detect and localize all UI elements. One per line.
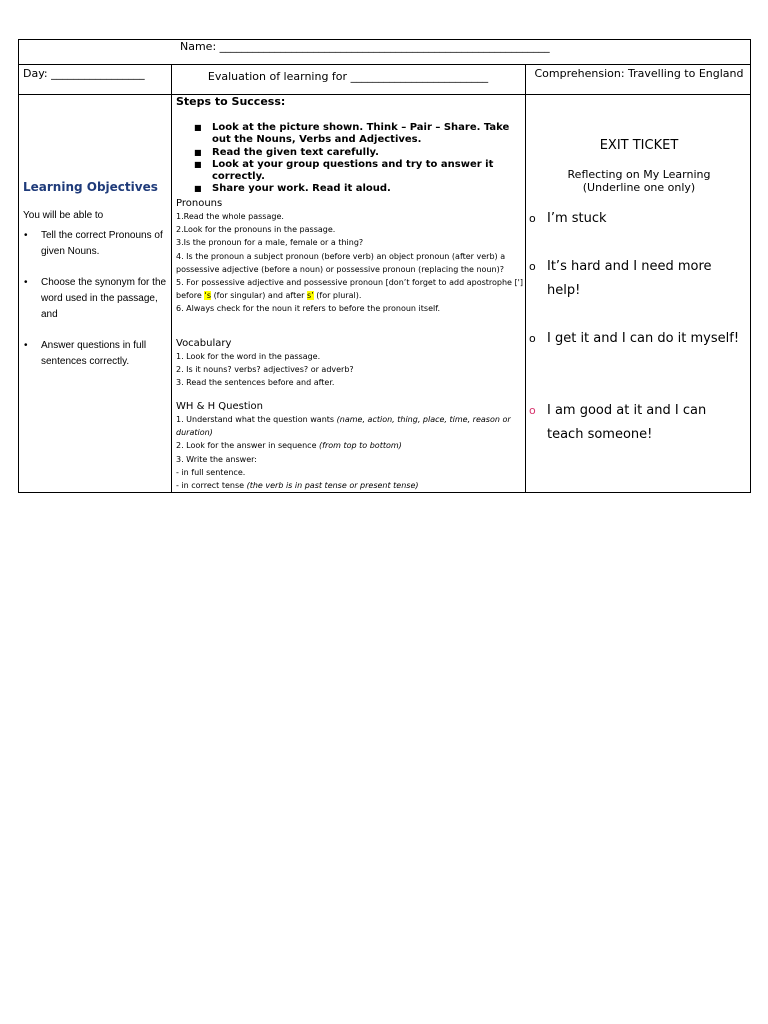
objective-text: Tell the correct Pronouns of given Nouns. [41,230,163,257]
vocabulary-heading: Vocabulary [176,338,232,349]
wh-line-italic: (from top to bottom) [319,441,402,451]
step-text: Read the given text carefully. [212,146,379,158]
reflection-option[interactable] [529,399,744,447]
wh-line-text: - in correct tense [176,481,245,491]
objective-text: Answer questions in full sentences correctly. [41,340,147,367]
bullet-icon: ■ [194,159,202,169]
reflection-option[interactable] [529,327,744,351]
pronouns-line: 3.Is the pronoun for a male, female or a thing? [176,238,364,248]
wh-line-text: 1. Understand what the question wants [176,415,335,424]
name-label: Name: [180,40,217,53]
exit-ticket-title: EXIT TICKET [599,138,679,153]
reflection-note: (Underline one only) [582,181,696,194]
list-item [176,147,526,159]
list-item [23,338,171,370]
objective-text: Choose the synonym for the word used in the passage, and [41,277,167,320]
reflection-heading: Reflecting on My Learning [567,168,711,181]
step-text: Share your work. Read it aloud. [212,183,391,195]
circle-bullet-icon: o [529,260,536,273]
pronouns-line-text: 5. For possessive adjective and possessive pronoun [don’t forget to add apostrophe ['] before [176,278,523,301]
circle-bullet-icon: o [529,332,536,345]
evaluation-field [171,70,525,83]
day-label: Day: [23,67,48,80]
evaluation-label: Evaluation of learning for [207,70,348,83]
list-item [176,159,526,184]
highlighted-apostrophe-singular: ‘s [204,291,212,301]
vocabulary-section [176,337,526,390]
pronouns-line: 2.Look for the pronouns in the passage. [176,225,336,235]
learning-objectives-intro: You will be able to [23,210,104,221]
wh-question-line [176,439,526,452]
steps-list [176,122,526,196]
wh-question-line: - in full sentence. [176,467,246,477]
option-text: I am good at it and I can teach someone! [547,403,707,442]
step-text: Look at the picture shown. Think – Pair – Share. Take out the Nouns, Verbs and Adjectives. [212,122,510,146]
pronouns-line: 6. Always check for the noun it refers to before the pronoun itself. [176,304,440,314]
reflection-option[interactable] [529,207,744,231]
vocabulary-line: 1. Look for the word in the passage. [176,352,321,361]
name-blank-line: ____________________________________________________________ [219,40,550,53]
lesson-evaluation-table [18,39,751,493]
option-text: I get it and I can do it myself! [547,331,740,346]
pronouns-line-text: (for plural). [316,291,362,301]
highlighted-apostrophe-plural: s’ [306,291,314,301]
learning-objectives-title: Learning Objectives [23,180,158,194]
wh-question-heading: WH & H Question [176,401,263,412]
bullet-icon: ■ [194,123,202,132]
row-divider-1 [19,64,750,65]
vocabulary-line: 2. Is it nouns? verbs? adjectives? or adverb? [176,365,354,375]
wh-line-italic: (name, action, thing, place, time, reason or duration) [176,415,511,438]
bullet-icon: ■ [194,184,202,194]
pronouns-heading: Pronouns [176,198,223,209]
day-field [23,67,145,80]
list-item [23,228,171,260]
comprehension-title: Comprehension: Travelling to England [534,67,744,80]
pronouns-line [176,276,526,302]
wh-question-line: 3. Write the answer: [176,454,257,464]
reflection-instructions [526,168,752,194]
day-blank-line: _________________ [51,67,145,80]
bullet-icon: • [24,230,28,241]
pronouns-line: 1.Read the whole passage. [176,212,284,221]
reflection-option[interactable] [529,255,744,303]
name-field [180,40,550,53]
circle-bullet-icon: o [529,212,536,225]
bullet-icon: • [24,340,28,351]
learning-objectives-list [23,228,171,385]
steps-title: Steps to Success: [176,95,286,108]
wh-line-text: 2. Look for the answer in sequence [176,441,317,451]
pronouns-line: 4. Is the pronoun a subject pronoun (before verb) an object pronoun (after verb) a possessive adjective (before a noun) or possessive pronoun (replacing the noun)? [176,251,506,274]
pronouns-section [176,197,526,316]
circle-bullet-icon: o [529,404,536,417]
wh-question-line [176,413,526,439]
vocabulary-line: 3. Read the sentences before and after. [176,378,335,388]
bullet-icon: • [24,277,28,288]
evaluation-blank-line: _________________________ [350,70,489,83]
bullet-icon: ■ [194,147,202,157]
column-divider-1 [171,64,172,493]
list-item [176,183,526,195]
wh-line-italic: (the verb is in past tense or present tense) [246,481,419,491]
row-divider-2 [19,94,750,95]
option-text: I’m stuck [547,211,607,226]
wh-question-section [176,400,526,492]
list-item [23,275,171,323]
step-text: Look at your group questions and try to answer it correctly. [212,158,494,183]
option-text: It’s hard and I need more help! [547,259,712,298]
list-item [176,122,526,147]
wh-question-line [176,479,526,492]
pronouns-line-text: (for singular) and after [213,291,305,301]
